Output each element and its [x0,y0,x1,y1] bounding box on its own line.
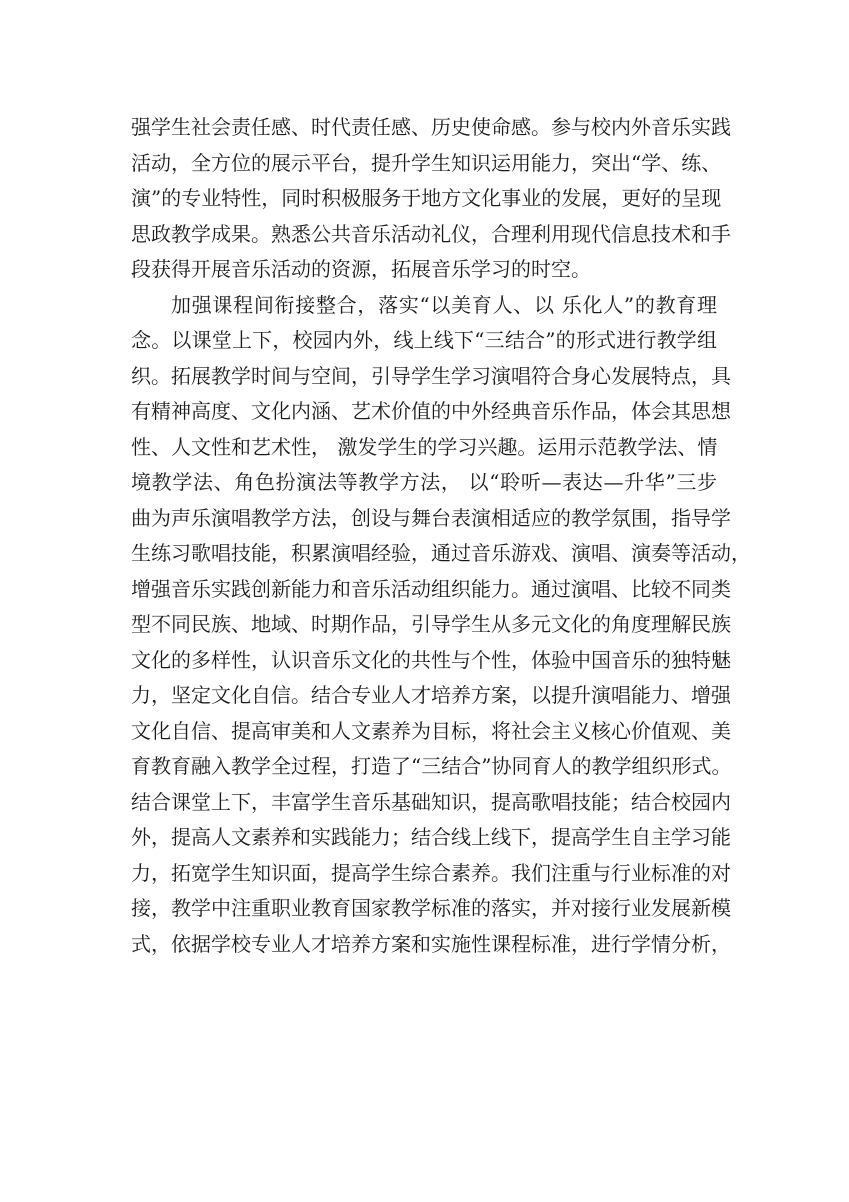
text-line: 念。以课堂上下，校园内外，线上线下“三结合”的形式进行教学组 [131,328,717,352]
text-line: 育教育融入教学全过程，打造了“三结合”协同育人的教学组织形式。 [131,754,732,778]
text-line: 段获得开展音乐活动的资源，拓展音乐学习的时空。 [131,257,591,281]
text-line: 加强课程间衔接整合，落实“以美育人、以 乐化人”的教育理 [171,292,717,317]
text-line: 力，拓宽学生知识面，提高学生综合素养。我们注重与行业标准的对 [131,860,731,885]
text-line: 演”的专业特性，同时积极服务于地方文化事业的发展，更好的呈现 [131,186,722,210]
text-line: 性、人文性和艺术性， 激发学生的学习兴趣。运用示范教学法、情 [131,434,718,459]
text-line: 曲为声乐演唱教学方法，创设与舞台表演相适应的教学氛围，指导学 [131,505,731,530]
text-line: 文化自信、提高审美和人文素养为目标，将社会主义核心价值观、美 [131,718,731,743]
text-line: 外，提高人文素养和实践能力；结合线上线下，提高学生自主学习能 [131,825,731,849]
text-line: 活动，全方位的展示平台，提升学生知识运用能力，突出“学、练、 [131,150,722,175]
text-line: 有精神高度、文化内涵、艺术价值的中外经典音乐作品，体会其思想 [131,399,731,423]
text-line: 式，依据学校专业人才培养方案和实施性课程标准，进行学情分析， [131,931,731,956]
text-line: 增强音乐实践创新能力和音乐活动组织能力。通过演唱、比较不同类 [131,576,731,601]
body-text [131,110,751,962]
text-line: 力，坚定文化自信。结合专业人才培养方案，以提升演唱能力、增强 [131,683,731,707]
paragraph-1 [131,110,731,288]
text-line: 织。拓展教学时间与空间，引导学生学习演唱符合身心发展特点，具 [131,363,731,388]
text-line: 结合课堂上下，丰富学生音乐基础知识，提高歌唱技能；结合校园内 [131,789,731,814]
text-line: 文化的多样性，认识音乐文化的共性与个性，体验中国音乐的独特魅 [131,647,731,672]
text-line: 接，教学中注重职业教育国家教学标准的落实，并对接行业发展新模 [131,896,731,920]
text-line: 强学生社会责任感、时代责任感、历史使命感。参与校内外音乐实践 [131,115,731,139]
text-line: 型不同民族、地域、时期作品，引导学生从多元文化的角度理解民族 [131,612,731,636]
text-line: 思政教学成果。熟悉公共音乐活动礼仪，合理利用现代信息技术和手 [131,221,731,246]
text-line: 生练习歌唱技能，积累演唱经验，通过音乐游戏、演唱、演奏等活动， [131,541,751,565]
paragraph-2 [131,288,751,963]
text-line: 境教学法、角色扮演法等教学方法， 以“聆听—表达—升华”三步 [131,470,717,494]
